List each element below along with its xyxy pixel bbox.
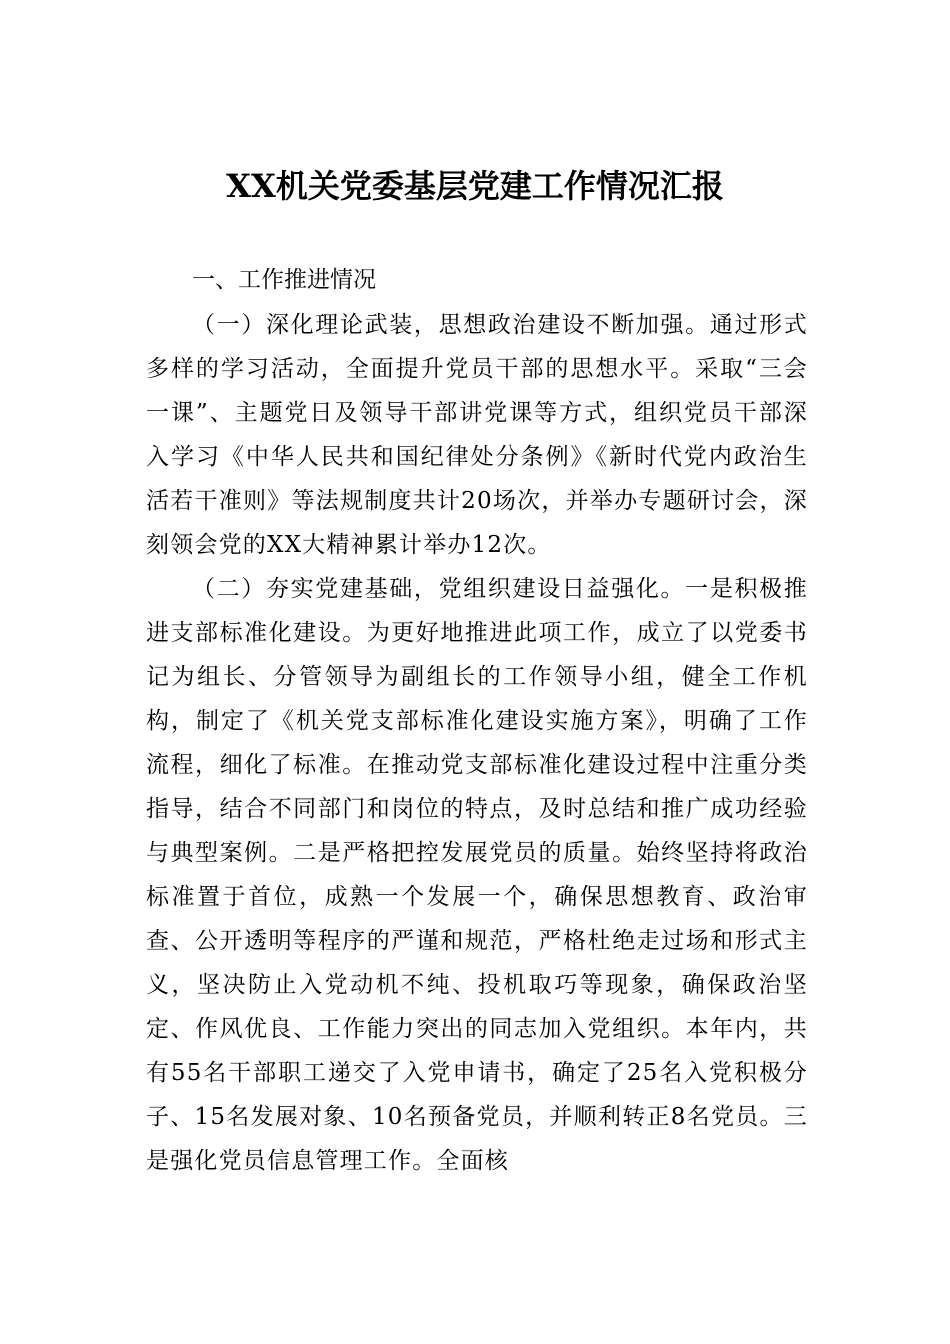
section-heading: 一、工作推进情况 — [192, 267, 376, 293]
paragraph-theory: （一）深化理论武装，思想政治建设不断加强。通过形式多样的学习活动，全面提升党员干部的思想水平。采取“三会一课”、主题党日及领导干部讲党课等方式，组织党员干部深入学习《中华人民共和国纪律处分条例》《新时代党内政治生活若干准则》等法规制度共计20场次，并举办专题研讨会，深刻领会党的XX大精神累计举办12次。 — [146, 312, 808, 558]
document-title: XX机关党委基层党建工作情况汇报 — [226, 167, 724, 205]
paragraph-foundation: （二）夯实党建基础，党组织建设日益强化。一是积极推进支部标准化建设。为更好地推进此项工作，成立了以党委书记为组长、分管领导为副组长的工作领导小组，健全工作机构，制定了《机关党支部标准化建设实施方案》，明确了工作流程，细化了标准。在推动党支部标准化建设过程中注重分类指导，结合不同部门和岗位的特点，及时总结和推广成功经验与典型案例。二是严格把控发展党员的质量。始终坚持将政治标准置于首位，成熟一个发展一个，确保思想教育、政治审查、公开透明等程序的严谨和规范，严格杜绝走过场和形式主义，坚决防止入党动机不纯、投机取巧等现象，确保政治坚定、作风优良、工作能力突出的同志加入党组织。本年内，共有55名干部职工递交了入党申请书，确定了25名入党积极分子、15名发展对象、10名预备党员，并顺利转正8名党员。三是强化党员信息管理工作。全面核 — [146, 576, 808, 1174]
